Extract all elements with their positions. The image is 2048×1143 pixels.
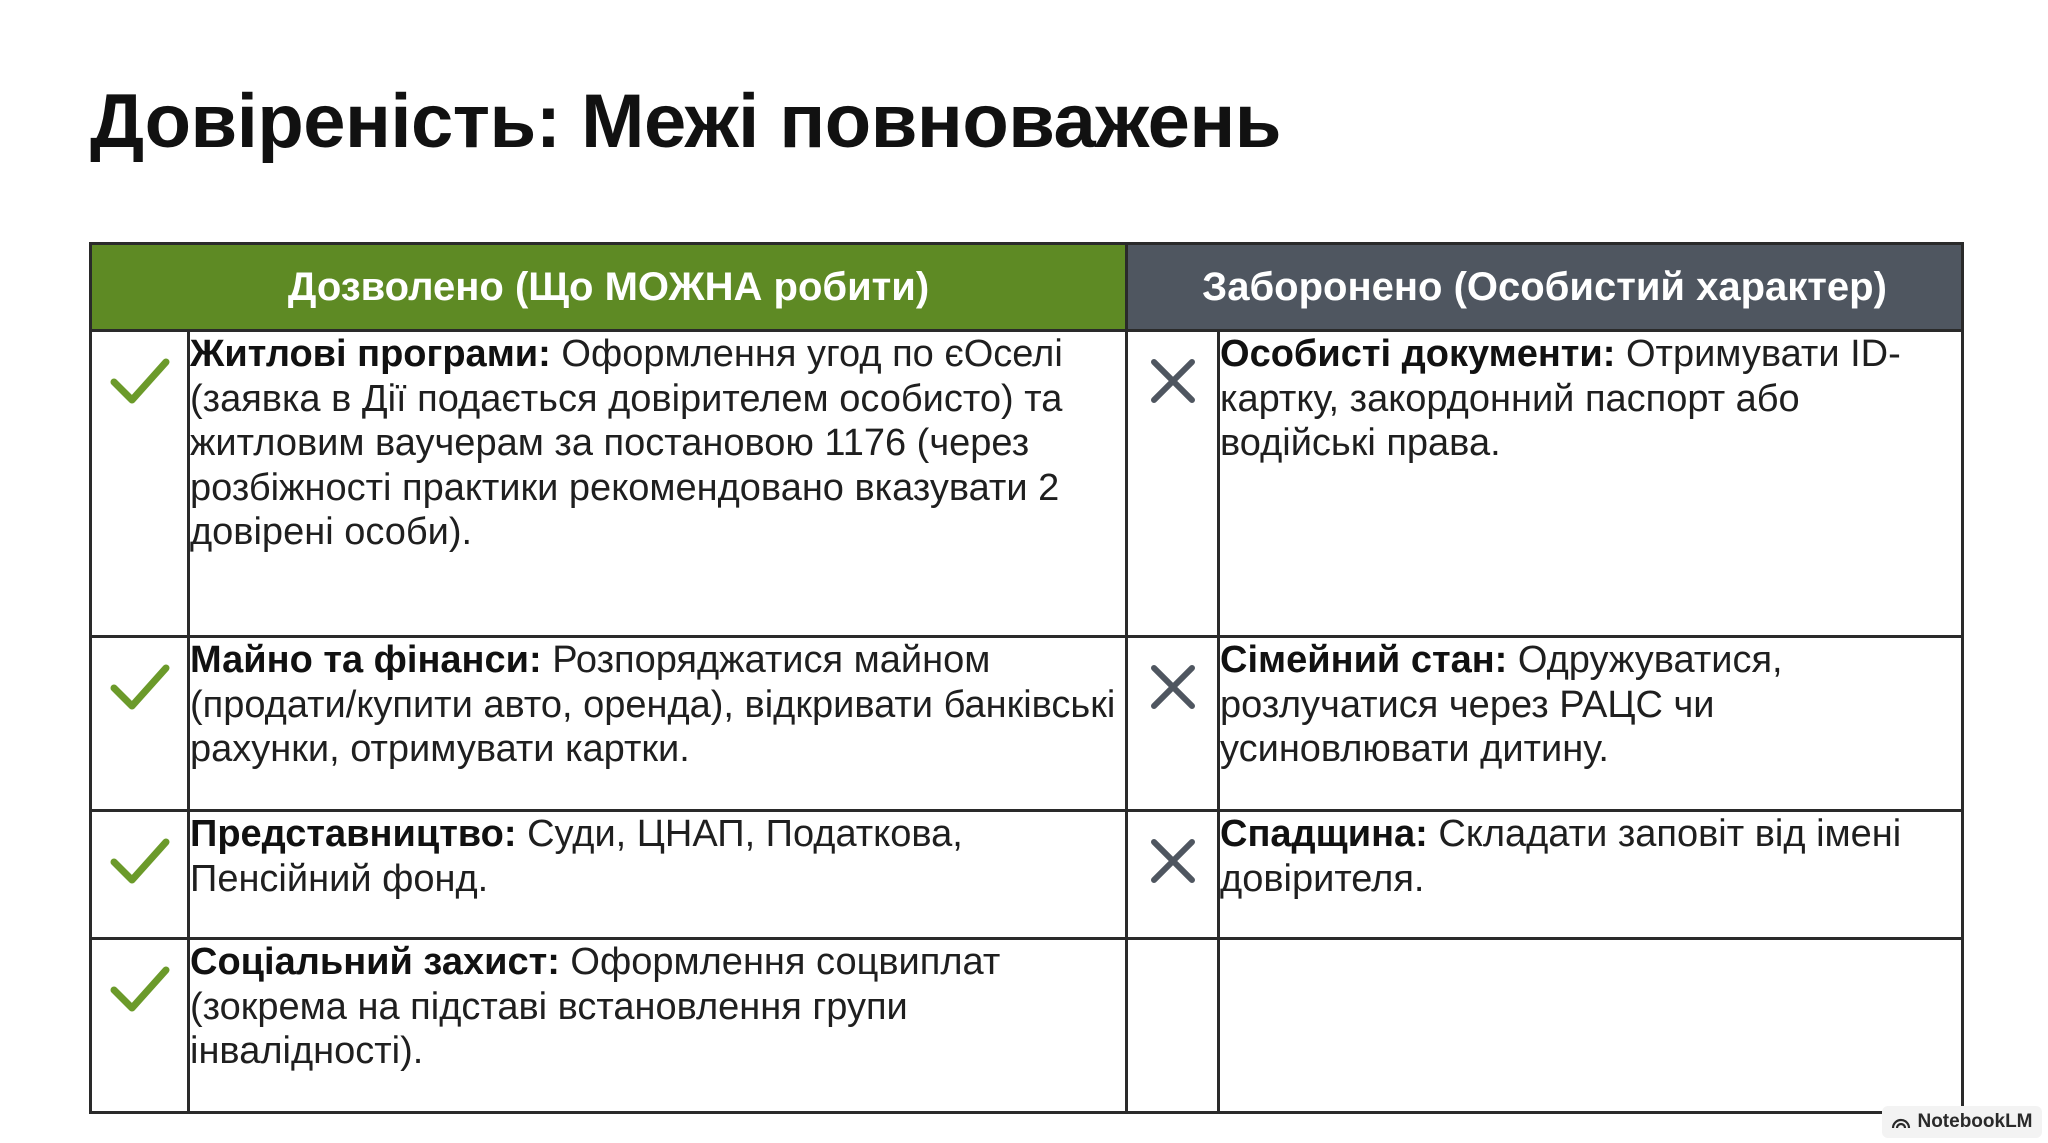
authority-table [89, 242, 1964, 1114]
allowed-icon-cell [91, 811, 189, 939]
allowed-item-text: Суди, ЦНАП, Податкова, Пенсійний фонд. [190, 813, 963, 900]
allowed-item-text: Оформлення соцвиплат (зокрема на підставі встановлення групи інвалідності). [190, 941, 1001, 1072]
allowed-item [189, 939, 1127, 1113]
forbidden-item [1219, 637, 1963, 811]
table-row [91, 331, 1963, 637]
page-title: Довіреність: Межі повноважень [90, 79, 1281, 164]
table-row [91, 811, 1963, 939]
allowed-item-term: Соціальний захист: [190, 941, 560, 983]
allowed-icon-cell [91, 939, 189, 1113]
forbidden-icon-cell [1127, 331, 1219, 637]
forbidden-item-term: Особисті документи: [1220, 333, 1616, 375]
notebooklm-badge [1882, 1106, 2042, 1138]
check-icon [110, 964, 170, 1014]
allowed-column-header: Дозволено (Що МОЖНА робити) [91, 244, 1127, 331]
allowed-item-term: Майно та фінанси: [190, 639, 542, 681]
empty-cell [1219, 939, 1963, 1113]
forbidden-item [1219, 811, 1963, 939]
notebooklm-label: NotebookLM [1917, 1111, 2033, 1132]
allowed-item-text: Розпоряджатися майном (продати/купити авто, оренда), відкривати банківські рахунки, отримувати картки. [190, 639, 1116, 770]
check-icon [110, 356, 170, 406]
notebooklm-logo-icon [1891, 1115, 1911, 1129]
allowed-item-term: Житлові програми: [190, 333, 551, 375]
forbidden-column-header: Заборонено (Особистий характер) [1127, 244, 1963, 331]
check-icon [110, 836, 170, 886]
forbidden-item-text: Складати заповіт від імені довірителя. [1220, 813, 1902, 900]
table-row [91, 939, 1963, 1113]
check-icon [110, 662, 170, 712]
forbidden-item-text: Одружуватися, розлучатися через РАЦС чи усиновлювати дитину. [1220, 639, 1783, 770]
forbidden-item-term: Сімейний стан: [1220, 639, 1508, 681]
forbidden-item [1219, 331, 1963, 637]
allowed-item-text: Оформлення угод по єОселі (заявка в Дії подається довірителем особисто) та житловим ваучерам за постановою 1176 (через розбіжності практики рекомендовано вказувати 2 довірені особи). [190, 333, 1063, 553]
allowed-item [189, 637, 1127, 811]
cross-icon [1148, 836, 1198, 886]
cross-icon [1148, 662, 1198, 712]
table-row [91, 637, 1963, 811]
empty-icon-cell [1127, 939, 1219, 1113]
forbidden-icon-cell [1127, 811, 1219, 939]
forbidden-icon-cell [1127, 637, 1219, 811]
forbidden-item-term: Спадщина: [1220, 813, 1428, 855]
allowed-icon-cell [91, 637, 189, 811]
forbidden-item-text: Отримувати ID-картку, закордонний паспорт або водійські права. [1220, 333, 1901, 464]
cross-icon [1148, 356, 1198, 406]
allowed-icon-cell [91, 331, 189, 637]
allowed-item-term: Представництво: [190, 813, 517, 855]
allowed-item [189, 331, 1127, 637]
allowed-item [189, 811, 1127, 939]
